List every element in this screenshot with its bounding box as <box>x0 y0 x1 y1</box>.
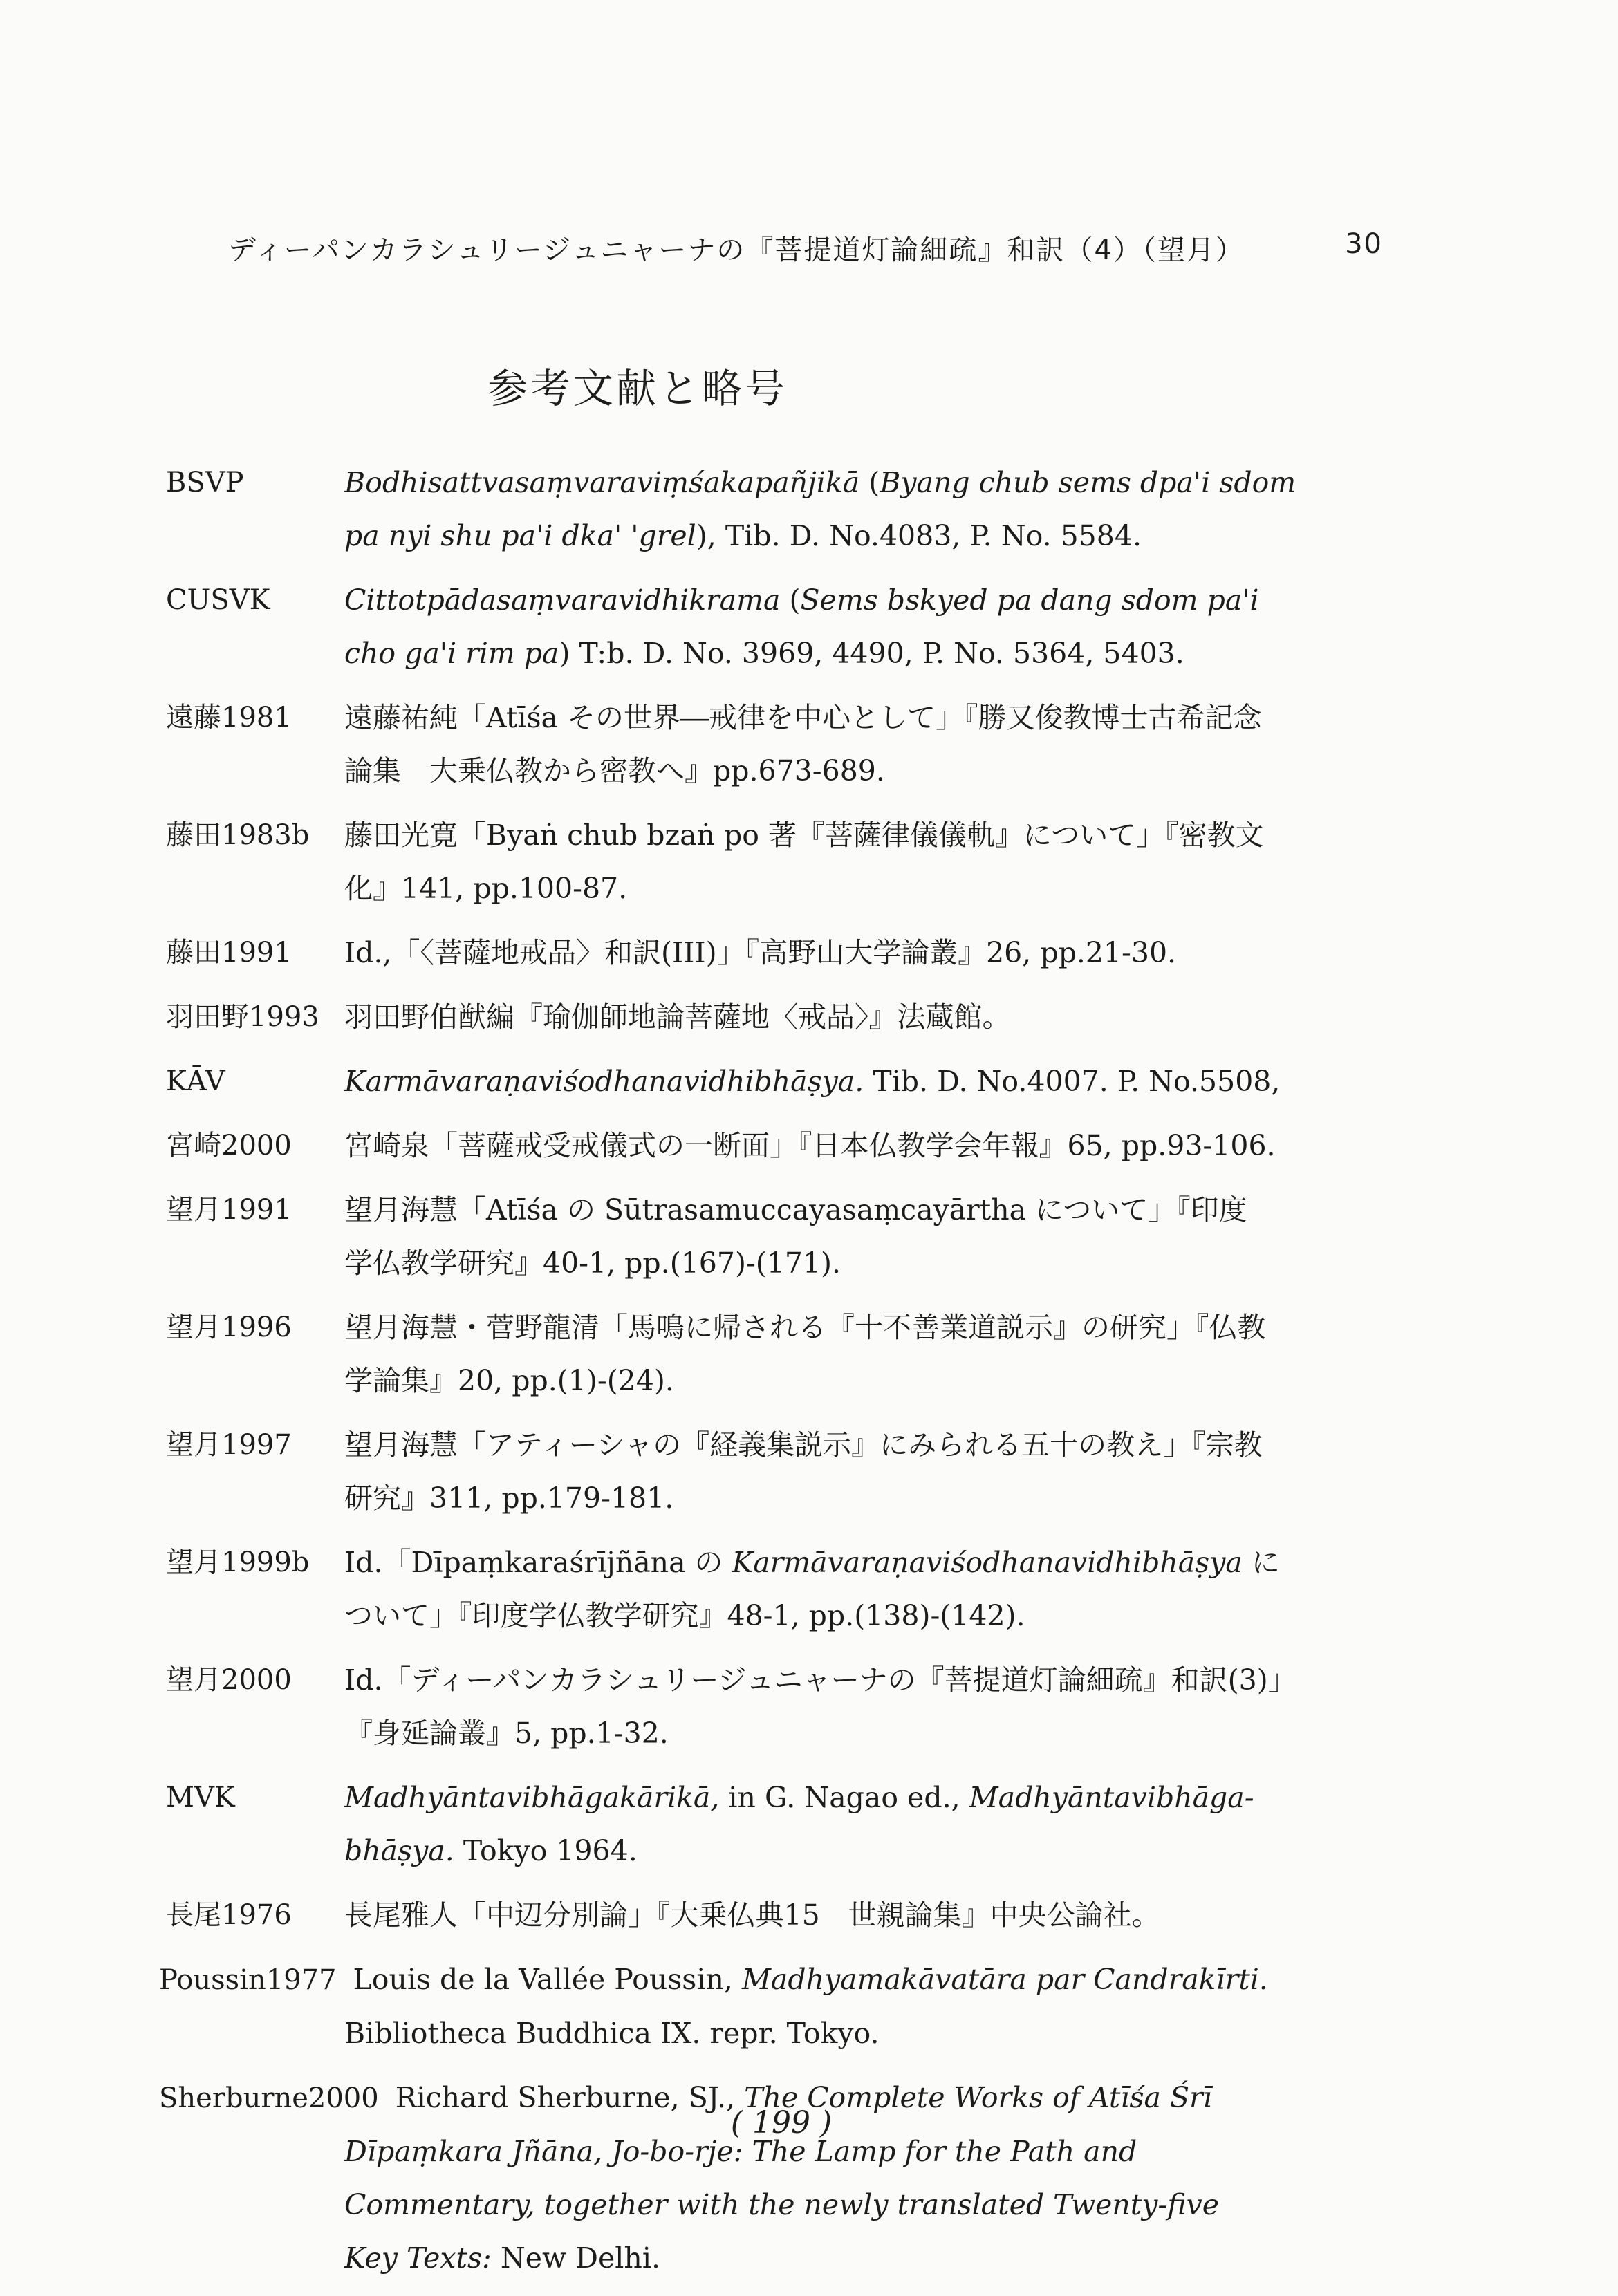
reference-body <box>344 1184 1376 1290</box>
reference-line <box>344 1889 1376 1942</box>
reference-line <box>344 1472 1376 1525</box>
reference-line <box>344 926 1376 980</box>
text-segment: cho ga'i rim pa <box>344 637 559 670</box>
reference-entry <box>159 1055 1390 1108</box>
reference-body <box>344 1119 1376 1173</box>
reference-body <box>159 1953 1376 2060</box>
reference-line <box>344 1589 1376 1643</box>
text-segment: 学論集』20, pp.(1)-(24). <box>344 1364 674 1397</box>
reference-entry <box>159 2071 1390 2285</box>
running-title: ディーパンカラシュリージュニャーナの『菩提道灯論細疏』和訳（4）（望月） <box>228 234 1245 266</box>
reference-entry <box>159 691 1390 798</box>
text-segment: Byang chub sems dpa'i sdom <box>880 466 1296 499</box>
reference-key: 長尾1976 <box>166 1899 292 1931</box>
reference-body <box>344 926 1376 980</box>
reference-entry <box>159 574 1390 680</box>
reference-line <box>344 691 1376 745</box>
text-segment: ( <box>859 466 880 499</box>
text-segment: bhāṣya. <box>344 1834 454 1867</box>
reference-body <box>344 691 1376 798</box>
text-segment: Dīpaṃkara Jñāna, Jo-bo-rje: The Lamp for the Path and <box>344 2135 1137 2168</box>
reference-key: 望月1996 <box>166 1312 292 1343</box>
reference-key: 宮崎2000 <box>166 1130 292 1161</box>
reference-key: MVK <box>166 1782 235 1813</box>
reference-key: 遠藤1981 <box>166 702 292 734</box>
reference-line <box>344 2007 1376 2060</box>
text-segment: Key Texts: <box>344 2241 492 2275</box>
reference-key: 望月2000 <box>166 1664 292 1696</box>
reference-entry <box>159 456 1390 563</box>
reference-body <box>344 1419 1376 1525</box>
reference-line <box>344 1419 1376 1472</box>
reference-key: Poussin1977 <box>159 1964 337 1996</box>
text-segment: Id.「Dīpaṃkaraśrījñāna の <box>344 1546 732 1579</box>
reference-line <box>344 574 1376 627</box>
reference-line <box>344 745 1376 798</box>
text-segment: in G. Nagao ed., <box>719 1781 969 1814</box>
reference-line <box>344 2178 1376 2232</box>
text-segment: Id.「ディーパンカラシュリージュニャーナの『菩提道灯論細疏』和訳(3)」 <box>344 1663 1296 1697</box>
reference-key: 藤田1991 <box>166 937 292 969</box>
text-segment: ついて」『印度学仏教学研究』48-1, pp.(138)-(142). <box>344 1599 1025 1632</box>
reference-key: 望月1997 <box>166 1429 292 1461</box>
reference-body <box>344 991 1376 1044</box>
reference-entry <box>159 1119 1390 1173</box>
text-segment: Tokyo 1964. <box>454 1834 638 1867</box>
reference-body <box>159 2071 1376 2285</box>
reference-line <box>344 862 1376 915</box>
reference-key: BSVP <box>166 467 244 498</box>
reference-key: 望月1999b <box>166 1547 310 1578</box>
reference-key: 望月1991 <box>166 1194 292 1226</box>
text-segment: 藤田光寛「Byaṅ chub bzaṅ po 著『菩薩律儀儀軌』について」『密教文 <box>344 819 1264 852</box>
text-segment: Richard Sherburne, SJ., <box>395 2081 745 2114</box>
reference-list <box>159 456 1390 2296</box>
reference-line <box>344 1771 1376 1824</box>
running-header <box>228 228 1383 268</box>
reference-entry <box>159 991 1390 1044</box>
text-segment: 望月海慧「Atīśa の Sūtrasamuccayasaṃcayārtha について」『印度 <box>344 1193 1247 1226</box>
reference-line <box>344 809 1376 862</box>
reference-line <box>344 1824 1376 1878</box>
reference-entry <box>159 1953 1390 2060</box>
text-segment: ) T:b. D. No. 3969, 4490, P. No. 5364, 5403. <box>559 637 1184 670</box>
reference-line <box>344 1354 1376 1408</box>
text-segment: Commentary, together with the newly translated Twenty-five <box>344 2188 1220 2221</box>
reference-entry <box>159 1419 1390 1525</box>
reference-entry <box>159 1184 1390 1290</box>
text-segment: 羽田野伯猷編『瑜伽師地論菩薩地〈戒品〉』法蔵館。 <box>344 1000 1011 1034</box>
text-segment: 宮崎泉「菩薩戒受戒儀式の一断面」『日本仏教学会年報』65, pp.93-106. <box>344 1129 1276 1162</box>
reference-body <box>344 1536 1376 1643</box>
reference-key: KĀV <box>166 1065 225 1097</box>
reference-entry <box>159 1536 1390 1643</box>
text-segment: Sems bskyed pa dang sdom pa'i <box>800 584 1259 617</box>
reference-line <box>344 456 1376 510</box>
reference-line <box>159 1953 1376 2007</box>
text-segment: に <box>1242 1546 1280 1579</box>
text-segment: ), Tib. D. No.4083, P. No. 5584. <box>696 519 1142 552</box>
reference-entry <box>159 926 1390 980</box>
reference-line <box>344 1707 1376 1760</box>
reference-line <box>344 991 1376 1044</box>
reference-line <box>344 510 1376 563</box>
text-segment: 望月海慧・菅野龍清「馬鳴に帰される『十不善業道説示』の研究」『仏教 <box>344 1311 1266 1344</box>
text-segment: Louis de la Vallée Poussin, <box>353 1963 742 1996</box>
text-segment: Tib. D. No.4007. P. No.5508, <box>864 1065 1281 1098</box>
reference-line <box>344 2232 1376 2285</box>
text-segment: ( <box>780 584 801 617</box>
text-segment: 遠藤祐純「Atīśa その世界―戒律を中心として」『勝又俊教博士古希記念 <box>344 701 1262 734</box>
footer-page-number: ( 199 ) <box>730 2105 833 2140</box>
reference-line <box>344 1055 1376 1108</box>
text-segment: 研究』311, pp.179-181. <box>344 1482 674 1515</box>
reference-body <box>344 1889 1376 1942</box>
text-segment: Madhyamakāvatāra par Candrakīrti. <box>741 1963 1268 1996</box>
reference-key: CUSVK <box>166 584 270 616</box>
reference-entry <box>159 1654 1390 1760</box>
reference-line <box>344 1184 1376 1237</box>
text-segment: pa nyi shu pa'i dka' 'grel <box>344 519 696 552</box>
reference-body <box>344 1301 1376 1408</box>
text-segment: 論集 大乗仏教から密教へ』pp.673-689. <box>344 754 885 787</box>
reference-body <box>344 456 1376 563</box>
text-segment: 望月海慧「アティーシャの『経義集説示』にみられる五十の教え」『宗教 <box>344 1428 1263 1462</box>
reference-entry <box>159 1771 1390 1878</box>
text-segment: 『身延論叢』5, pp.1-32. <box>344 1717 669 1750</box>
reference-entry <box>159 1889 1390 1942</box>
reference-key: Sherburne2000 <box>159 2082 379 2114</box>
reference-line <box>344 2125 1376 2178</box>
reference-key: 藤田1983b <box>166 819 310 851</box>
reference-entry <box>159 809 1390 915</box>
text-segment: 化』141, pp.100-87. <box>344 872 628 905</box>
reference-body <box>344 1771 1376 1878</box>
text-segment: Karmāvaraṇaviśodhanavidhibhāṣya. <box>344 1065 864 1098</box>
reference-body <box>344 1055 1376 1108</box>
text-segment: Madhyāntavibhāga- <box>969 1781 1254 1814</box>
text-segment: Bibliotheca Buddhica IX. repr. Tokyo. <box>344 2017 880 2050</box>
reference-line <box>344 1301 1376 1354</box>
text-segment: 学仏教学研究』40-1, pp.(167)-(171). <box>344 1247 841 1280</box>
reference-key: 羽田野1993 <box>166 1001 319 1033</box>
reference-line <box>344 1237 1376 1290</box>
text-segment: Madhyāntavibhāgakārikā, <box>344 1781 720 1814</box>
text-segment: Cittotpādasaṃvaravidhikrama <box>344 584 781 617</box>
section-title: 参考文献と略号 <box>487 365 788 412</box>
reference-body <box>344 1654 1376 1760</box>
reference-body <box>344 809 1376 915</box>
reference-line <box>344 1119 1376 1173</box>
reference-line <box>344 627 1376 680</box>
reference-line <box>344 1654 1376 1707</box>
reference-body <box>344 574 1376 680</box>
text-segment: Bodhisattvasaṃvaraviṃśakapañjikā <box>344 466 860 499</box>
reference-line <box>344 1536 1376 1589</box>
header-page-number: 30 <box>1345 228 1383 260</box>
text-segment: New Delhi. <box>491 2241 660 2275</box>
text-segment: Id.,「〈菩薩地戒品〉和訳(III)」『高野山大学論叢』26, pp.21-30. <box>344 936 1177 969</box>
text-segment: Karmāvaraṇaviśodhanavidhibhāṣya <box>732 1546 1243 1579</box>
text-segment: 長尾雅人「中辺分別論」『大乗仏典15 世親論集』中央公論社。 <box>344 1898 1160 1932</box>
text-segment: The Complete Works of Atīśa Śrī <box>744 2081 1212 2114</box>
reference-entry <box>159 1301 1390 1408</box>
